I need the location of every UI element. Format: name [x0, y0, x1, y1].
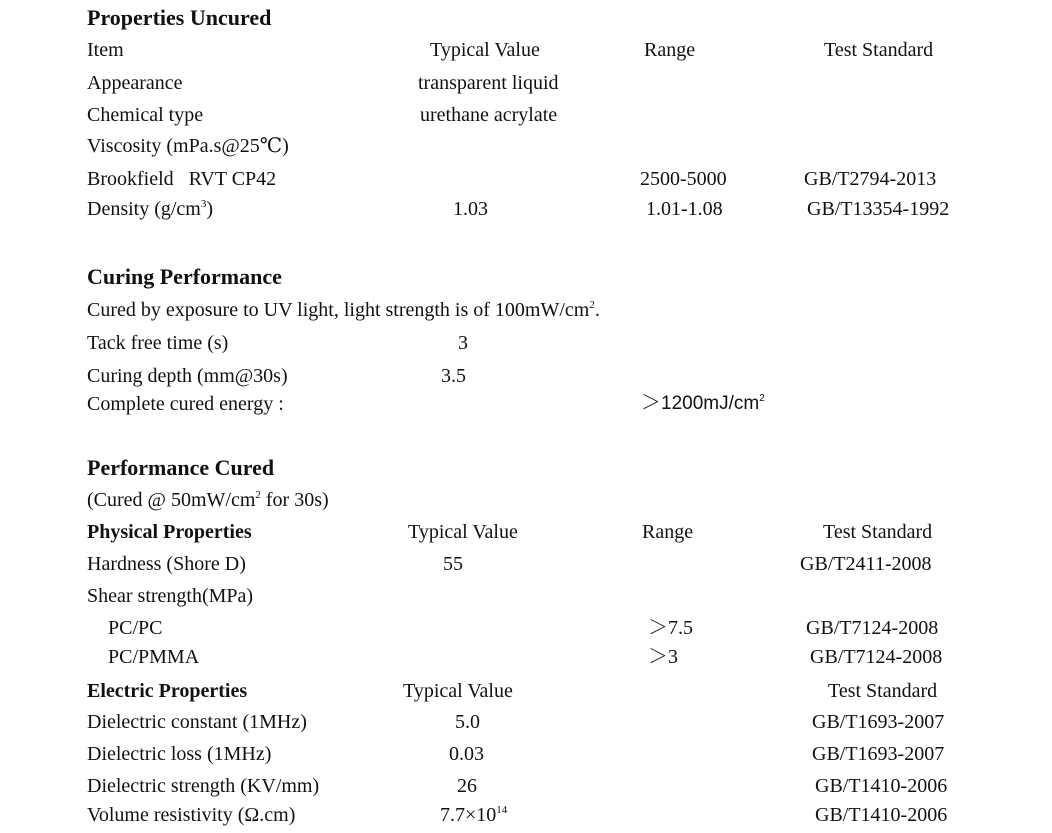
viscosity-label: Viscosity (mPa.s@25℃): [87, 135, 289, 157]
col-header-standard: Test Standard: [824, 39, 934, 61]
dielectric-strength-value: 26: [457, 775, 477, 797]
appearance-value: transparent liquid: [418, 72, 559, 94]
hardness-value: 55: [443, 553, 463, 575]
pcpc-label: PC/PC: [108, 617, 163, 639]
dielectric-strength-label: Dielectric strength (KV/mm): [87, 775, 320, 797]
cured-energy-label: Complete cured energy :: [87, 393, 284, 415]
pcpmma-range: ＞3: [648, 646, 678, 668]
chemical-type-label: Chemical type: [87, 104, 204, 126]
shear-strength-label: Shear strength(MPa): [87, 585, 254, 607]
brookfield-range: 2500-5000: [640, 168, 727, 190]
physical-range-header: Range: [642, 521, 694, 543]
dielectric-constant-label: Dielectric constant (1MHz): [87, 711, 307, 733]
physical-properties-header: Physical Properties: [87, 521, 252, 543]
physical-standard-header: Test Standard: [823, 521, 933, 543]
brookfield-standard: GB/T2794-2013: [804, 168, 937, 190]
dielectric-constant-value: 5.0: [455, 711, 480, 733]
tack-free-label: Tack free time (s): [87, 332, 229, 354]
physical-typical-header: Typical Value: [408, 521, 518, 543]
pcpc-standard: GB/T7124-2008: [806, 617, 939, 639]
dielectric-loss-standard: GB/T1693-2007: [812, 743, 945, 765]
hardness-standard: GB/T2411-2008: [800, 553, 932, 575]
section-title-curing: Curing Performance: [87, 264, 282, 289]
cured-energy-value: $>1200mJ/cm^2$: [641, 392, 765, 414]
volume-resistivity-standard: GB/T1410-2006: [815, 804, 948, 826]
col-header-item: Item: [87, 39, 124, 61]
dielectric-loss-value: 0.03: [449, 743, 484, 765]
electric-standard-header: Test Standard: [828, 680, 938, 702]
electric-properties-header: Electric Properties: [87, 680, 248, 702]
cured-note: (Cured @ $50mW/cm^2$ for 30s): [87, 489, 329, 511]
chemical-type-value: urethane acrylate: [420, 104, 558, 126]
hardness-label: Hardness (Shore D): [87, 553, 246, 575]
col-header-typical: Typical Value: [430, 39, 540, 61]
section-title-cured: Performance Cured: [87, 455, 275, 480]
curing-depth-label: Curing depth (mm@30s): [87, 365, 288, 387]
pcpmma-standard: GB/T7124-2008: [810, 646, 943, 668]
tack-free-value: 3: [458, 332, 468, 354]
dielectric-constant-standard: GB/T1693-2007: [812, 711, 945, 733]
electric-typical-header: Typical Value: [403, 680, 513, 702]
pcpmma-label: PC/PMMA: [108, 646, 200, 668]
pcpc-range: ＞7.5: [648, 617, 693, 639]
appearance-label: Appearance: [87, 72, 183, 94]
curing-note: Cured by exposure to UV light, light strength is of $100mW/cm^2$.: [87, 299, 600, 321]
density-standard: GB/T13354-1992: [807, 198, 950, 220]
dielectric-strength-standard: GB/T1410-2006: [815, 775, 948, 797]
volume-resistivity-label: Volume resistivity (Ω.cm): [87, 804, 296, 826]
density-range: 1.01-1.08: [646, 198, 723, 220]
volume-resistivity-value: $7.7\times 10^{14}$: [440, 804, 508, 826]
section-title-uncured: Properties Uncured: [87, 5, 272, 30]
brookfield-label: Brookfield RVT CP42: [87, 168, 277, 190]
col-header-range: Range: [644, 39, 696, 61]
density-label: Density $(g/cm^3)$: [87, 198, 214, 220]
dielectric-loss-label: Dielectric loss (1MHz): [87, 743, 272, 765]
density-typical: 1.03: [453, 198, 488, 220]
curing-depth-value: 3.5: [441, 365, 466, 387]
